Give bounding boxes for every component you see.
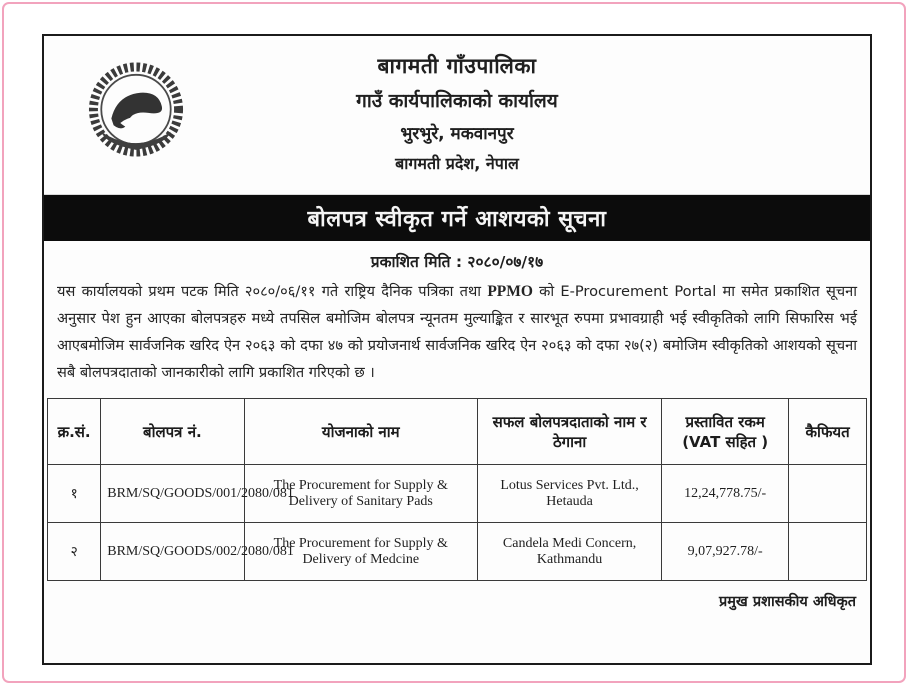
signature-title: प्रमुख प्रशासकीय अधिकृत xyxy=(719,594,856,611)
notice-body-post: को E-Procurement Portal मा समेत प्रकाशित सूचना अनुसार पेश हुन आएका बोलपत्रहरु मध्ये तपसिल बमोजिम बोलपत्र न्यूनतम मुल्याङ्कित र सारभूत रुपमा प्रभावग्राही भई स्वीकृतिको लागि सिफारिस भई आएबमोजिम सार्वजनिक खरिद ऐन २०६३ को दफा ४७ को प्रयोजनार्थ सार्वजनिक खरिद ऐन २०६३ को दफा २७(२) बमोजिम स्वीकृतिको आशयको सूचना सबै बोलपत्रदाताको जानकारीको लागि प्रकाशित गरिएको छ । xyxy=(57,283,857,381)
table-header-row xyxy=(48,399,867,465)
col-header-sn: क्र.सं. xyxy=(48,399,101,465)
col-header-project: योजनाको नाम xyxy=(244,399,477,465)
notice-body-pre: यस कार्यालयको प्रथम पटक मिति २०८०/०६/११ गते राष्ट्रिय दैनिक पत्रिका तथा xyxy=(57,283,488,300)
notice-body xyxy=(57,278,857,386)
row2-sn: २ xyxy=(48,523,101,581)
notice-title-banner xyxy=(44,194,870,241)
published-date: प्रकाशित मिति : २०८०/०७/१७ xyxy=(370,253,544,271)
province-line: बागमती प्रदेश, नेपाल xyxy=(395,154,519,173)
row1-remarks xyxy=(789,465,867,523)
row2-remarks xyxy=(789,523,867,581)
document-header xyxy=(44,36,870,194)
col-header-amount: प्रस्तावित रकम (VAT सहित ) xyxy=(662,399,789,465)
office-name: गाउँ कार्यपालिकाको कार्यालय xyxy=(356,90,558,112)
tender-table xyxy=(47,398,867,581)
row1-project: The Procurement for Supply & Delivery of Sanitary Pads xyxy=(244,465,477,523)
row2-amount: 9,07,927.78/- xyxy=(662,523,789,581)
col-header-remarks: कैफियत xyxy=(789,399,867,465)
col-header-bidder: सफल बोलपत्रदाताको नाम र ठेगाना xyxy=(477,399,661,465)
row1-amount: 12,24,778.75/- xyxy=(662,465,789,523)
row1-sn: १ xyxy=(48,465,101,523)
row1-bidder: Lotus Services Pvt. Ltd., Hetauda xyxy=(477,465,661,523)
row2-project: The Procurement for Supply & Delivery of Medcine xyxy=(244,523,477,581)
row2-bidder: Candela Medi Concern, Kathmandu xyxy=(477,523,661,581)
ppmo-acronym: PPMO xyxy=(487,283,533,300)
org-name: बागमती गाँउपालिका xyxy=(377,54,537,78)
row2-tender-no: BRM/SQ/GOODS/002/2080/081 xyxy=(101,523,244,581)
row1-tender-no: BRM/SQ/GOODS/001/2080/081 xyxy=(101,465,244,523)
table-row xyxy=(48,465,867,523)
notice-document xyxy=(42,34,872,665)
municipality-logo-icon xyxy=(80,56,192,172)
col-header-tender-no: बोलपत्र नं. xyxy=(101,399,244,465)
office-address: भुरभुरे, मकवानपुर xyxy=(400,124,514,144)
notice-title: बोलपत्र स्वीकृत गर्ने आशयको सूचना xyxy=(307,207,607,232)
table-row xyxy=(48,523,867,581)
page-frame xyxy=(2,2,906,683)
